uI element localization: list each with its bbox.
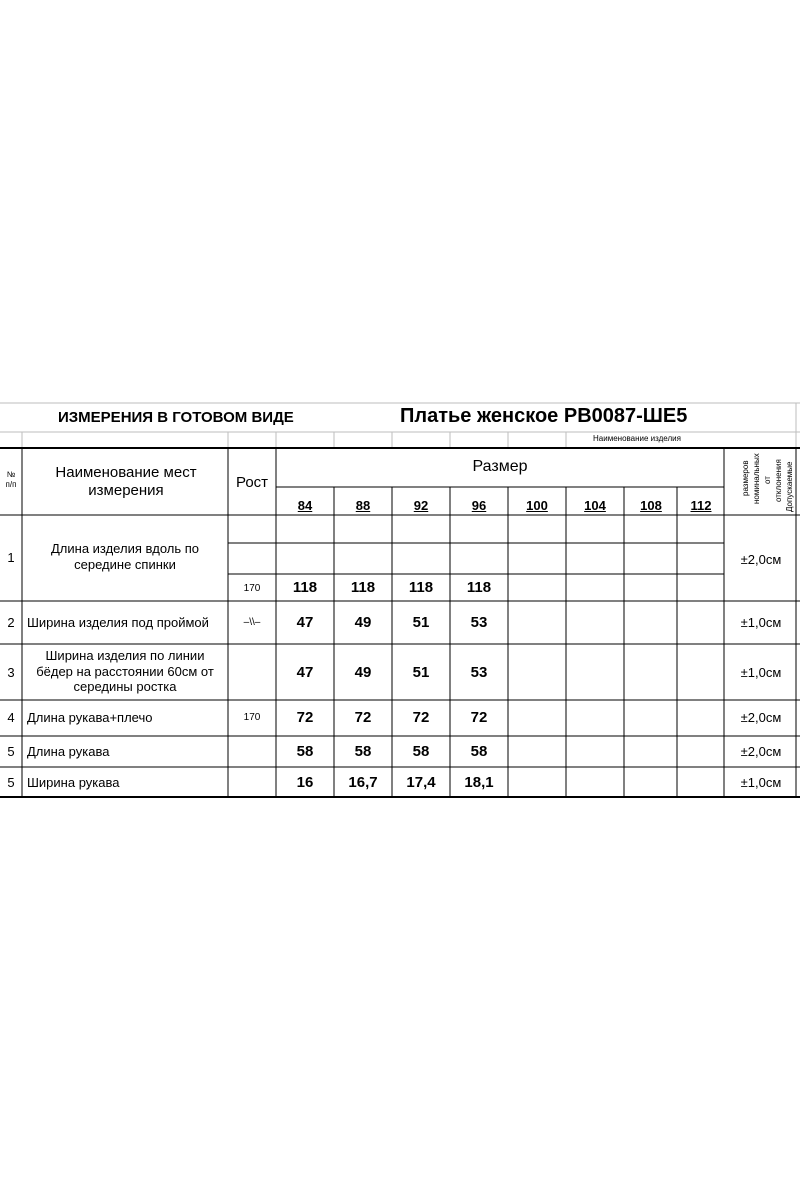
- size-112: 112: [690, 498, 712, 513]
- row-name: Длина рукава: [27, 744, 110, 759]
- size-92: 92: [413, 498, 429, 513]
- header-number-line2: п/п: [5, 480, 17, 489]
- row-value-88: 118: [350, 579, 376, 596]
- row-value-96: 58: [470, 743, 488, 760]
- header-height: Рост: [235, 474, 269, 491]
- row-value-96: 18,1: [464, 774, 494, 791]
- row-height: –\\–: [243, 617, 261, 628]
- row-tolerance: ±2,0см: [740, 744, 782, 759]
- row-tolerance: ±1,0см: [740, 665, 782, 680]
- header-tolerance-line3: от: [763, 476, 772, 484]
- size-108: 108: [640, 498, 662, 513]
- size-96: 96: [471, 498, 487, 513]
- row-name: Ширина изделия под проймой: [27, 615, 209, 630]
- size-88: 88: [355, 498, 371, 513]
- row-value-88: 72: [354, 709, 372, 726]
- row-name: Ширина рукава: [27, 775, 120, 790]
- row-number: 1: [7, 550, 15, 565]
- row-value-92: 118: [408, 579, 434, 596]
- size-104: 104: [584, 498, 606, 513]
- row-value-88: 16,7: [348, 774, 378, 791]
- row-value-88: 49: [354, 614, 372, 631]
- row-value-92: 51: [412, 664, 430, 681]
- row-number: 4: [7, 710, 15, 725]
- row-value-96: 53: [470, 614, 488, 631]
- header-tolerance-line5: размеров: [741, 460, 750, 496]
- row-value-92: 17,4: [406, 774, 436, 791]
- row-tolerance: ±2,0см: [740, 710, 782, 725]
- row-value-84: 118: [292, 579, 318, 596]
- row-value-96: 72: [470, 709, 488, 726]
- row-name: Длина изделия вдоль по середине спинки: [50, 541, 200, 572]
- row-tolerance: ±1,0см: [740, 615, 782, 630]
- row-name: Ширина изделия по линии бёдер на расстоянии 60см от середины ростка: [36, 648, 214, 695]
- row-number: 2: [7, 615, 15, 630]
- size-100: 100: [526, 498, 548, 513]
- row-number: 5: [7, 775, 15, 790]
- row-value-96: 118: [466, 579, 492, 596]
- header-place: Наименование мест измерения: [55, 464, 197, 499]
- product-name-label: Наименование изделия: [593, 434, 681, 443]
- row-value-96: 53: [470, 664, 488, 681]
- header-tolerance-line2: отклонения: [774, 459, 783, 502]
- product-title: Платье женское РВ0087-ШЕ5: [400, 405, 688, 427]
- header-number: [6, 470, 17, 490]
- row-value-92: 72: [412, 709, 430, 726]
- header-tolerance-line4: номинальных: [752, 453, 761, 504]
- header-number-line1: №: [6, 470, 16, 479]
- row-value-84: 47: [296, 614, 314, 631]
- row-height: 170: [243, 712, 261, 723]
- row-value-84: 16: [296, 774, 314, 791]
- row-height: 170: [243, 583, 261, 594]
- sheet-title: ИЗМЕРЕНИЯ В ГОТОВОМ ВИДЕ: [58, 409, 294, 426]
- row-tolerance: ±2,0см: [740, 552, 782, 567]
- row-tolerance: ±1,0см: [740, 775, 782, 790]
- row-value-92: 58: [412, 743, 430, 760]
- row-value-84: 47: [296, 664, 314, 681]
- row-value-84: 58: [296, 743, 314, 760]
- row-number: 3: [7, 665, 15, 680]
- row-value-88: 58: [354, 743, 372, 760]
- row-name: Длина рукава+плечо: [27, 710, 153, 725]
- header-tolerance-line1: Допускаемые: [785, 461, 794, 512]
- row-value-88: 49: [354, 664, 372, 681]
- header-size: Размер: [472, 458, 528, 475]
- row-number: 5: [7, 744, 15, 759]
- size-84: 84: [297, 498, 313, 513]
- row-value-92: 51: [412, 614, 430, 631]
- row-value-84: 72: [296, 709, 314, 726]
